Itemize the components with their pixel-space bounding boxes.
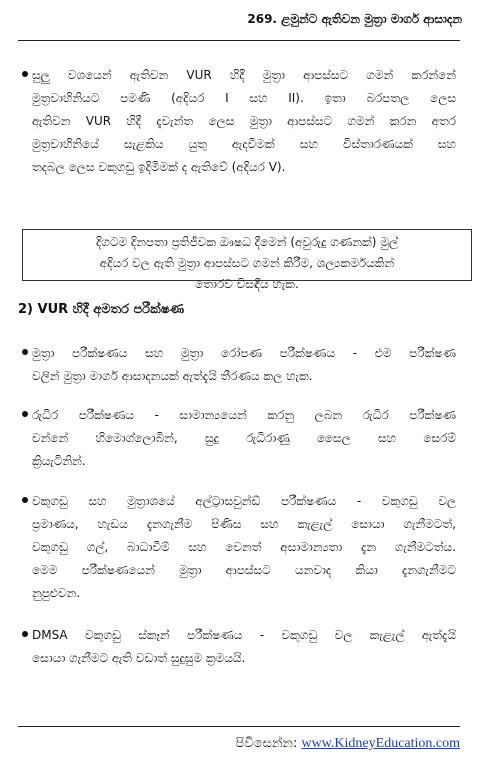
- list-item: [32, 64, 456, 179]
- text-line: තොරව විසඳිය හැක.: [195, 277, 299, 291]
- text-line: තදබල ලෙස වකුගඩු ඉදිමීමක් ද ඇතිවේ (අදියර V).: [32, 160, 286, 174]
- paragraph: [32, 64, 456, 179]
- footer-divider: [18, 726, 460, 727]
- text-line: ඇතිවන VUR හිදී දැවැන්ත ලෙස මුත්‍රා ආපස්සට ගමන් කරන අතර: [32, 114, 456, 128]
- text-line: ක්‍රියැටිනින්.: [32, 454, 86, 468]
- text-line: ප්‍රමාණය, හැඩය දැනගැනීම පිණිස සහ කැළැල් සොයා ගැනීමටත්,: [32, 517, 456, 531]
- bullet-icon: [22, 349, 28, 355]
- bullet-icon: [22, 411, 28, 417]
- text-line: මුත්‍රවාහිනියේ සැළකිය යුතු ඇදවීමක් සහ විස්තාරණයක් සහ: [32, 137, 456, 151]
- footer-label: පිවිසෙන්න:: [235, 736, 298, 751]
- text-line: මුත්‍රා පරීක්ෂණය සහ මුත්‍රා රෝපණ පරීක්ෂණය - එම පරීක්ෂණ: [32, 346, 456, 360]
- list-item: [32, 624, 456, 670]
- text-line: මෙම පරීක්ෂණයෙන් මුත්‍රා ආපස්සට යනවාද කියා දැනගැනීමට: [32, 563, 456, 577]
- text-line: රුධිර පරීක්ෂණය - සාමාන්‍යයෙන් කරනු ලබන රුධිර පරීක්ෂණ: [32, 408, 456, 422]
- section-heading: 2) VUR හිදී අමතර පරීක්ෂණ: [18, 302, 185, 317]
- text-line: වන්නේ හිමොග්ලොබින්, සුදු රුධිරාණු සෛල සහ සෙරම්: [32, 431, 456, 445]
- text-line: DMSA වකුගඩු ස්කෑන් පරීක්ෂණය - වකුගඩු වල කැළැල් ඇත්දැයි: [32, 628, 456, 642]
- text-line: මුත්‍රවාහිනියට පමණි (අදියර I සහ II). ඉතා බරපතල ලෙස: [32, 91, 456, 105]
- text-line: සොයා ගැනීමට ඇති වඩාත් සුදුසුම ක්‍රමයයි.: [32, 651, 246, 665]
- bullet-icon: [22, 497, 28, 503]
- text-line: වලින් මුත්‍රා මාර්ග ආසාදනයක් ඇත්දැයි තීරණය කල හැක.: [32, 369, 313, 383]
- page-header: 269. ළමුන්ට ඇතිවන මුත්‍රා මාර්ග ආසාදන: [247, 12, 462, 26]
- header-divider: [18, 40, 460, 41]
- text-line: වකුගඩු ගල්, බාධාවීම් සහ වෙනත් අසාමාන්‍යතා දැන ගැනීමටත්ය.: [32, 540, 456, 554]
- paragraph: [32, 342, 456, 388]
- text-line: අදියර වල ඇති මුත්‍රා ආපස්සට ගමන් කිරීම, ශල්‍යකර්මයකින්: [99, 256, 395, 270]
- text-line: සුලු වශයෙන් ඇතිවන VUR හිදී මුත්‍රා ආපස්සට ගමන් කරන්නේ: [32, 68, 456, 82]
- text-line: දිගටම දිනපතා ප්‍රතිජීවක ඖෂධ දීමෙන් (අවුරුදු ගණනක්) මුල්: [95, 235, 399, 249]
- text-line: නුපුළුවන.: [32, 586, 81, 600]
- bullet-icon: [22, 71, 28, 77]
- list-item: [32, 490, 456, 605]
- list-item: [32, 342, 456, 388]
- footer: [236, 736, 460, 752]
- list-item: [32, 404, 456, 473]
- paragraph: [32, 624, 456, 670]
- text-line: වකුගඩු සහ මුත්‍රාශයේ අල්ට්‍රාසවුන්ඩ් පරීක්ෂණය - වකුගඩු වල: [32, 494, 456, 508]
- paragraph: [32, 490, 456, 605]
- bullet-icon: [22, 631, 28, 637]
- paragraph: [32, 404, 456, 473]
- website-link[interactable]: www.KidneyEducation.com: [301, 736, 460, 751]
- notice-box: [22, 229, 472, 291]
